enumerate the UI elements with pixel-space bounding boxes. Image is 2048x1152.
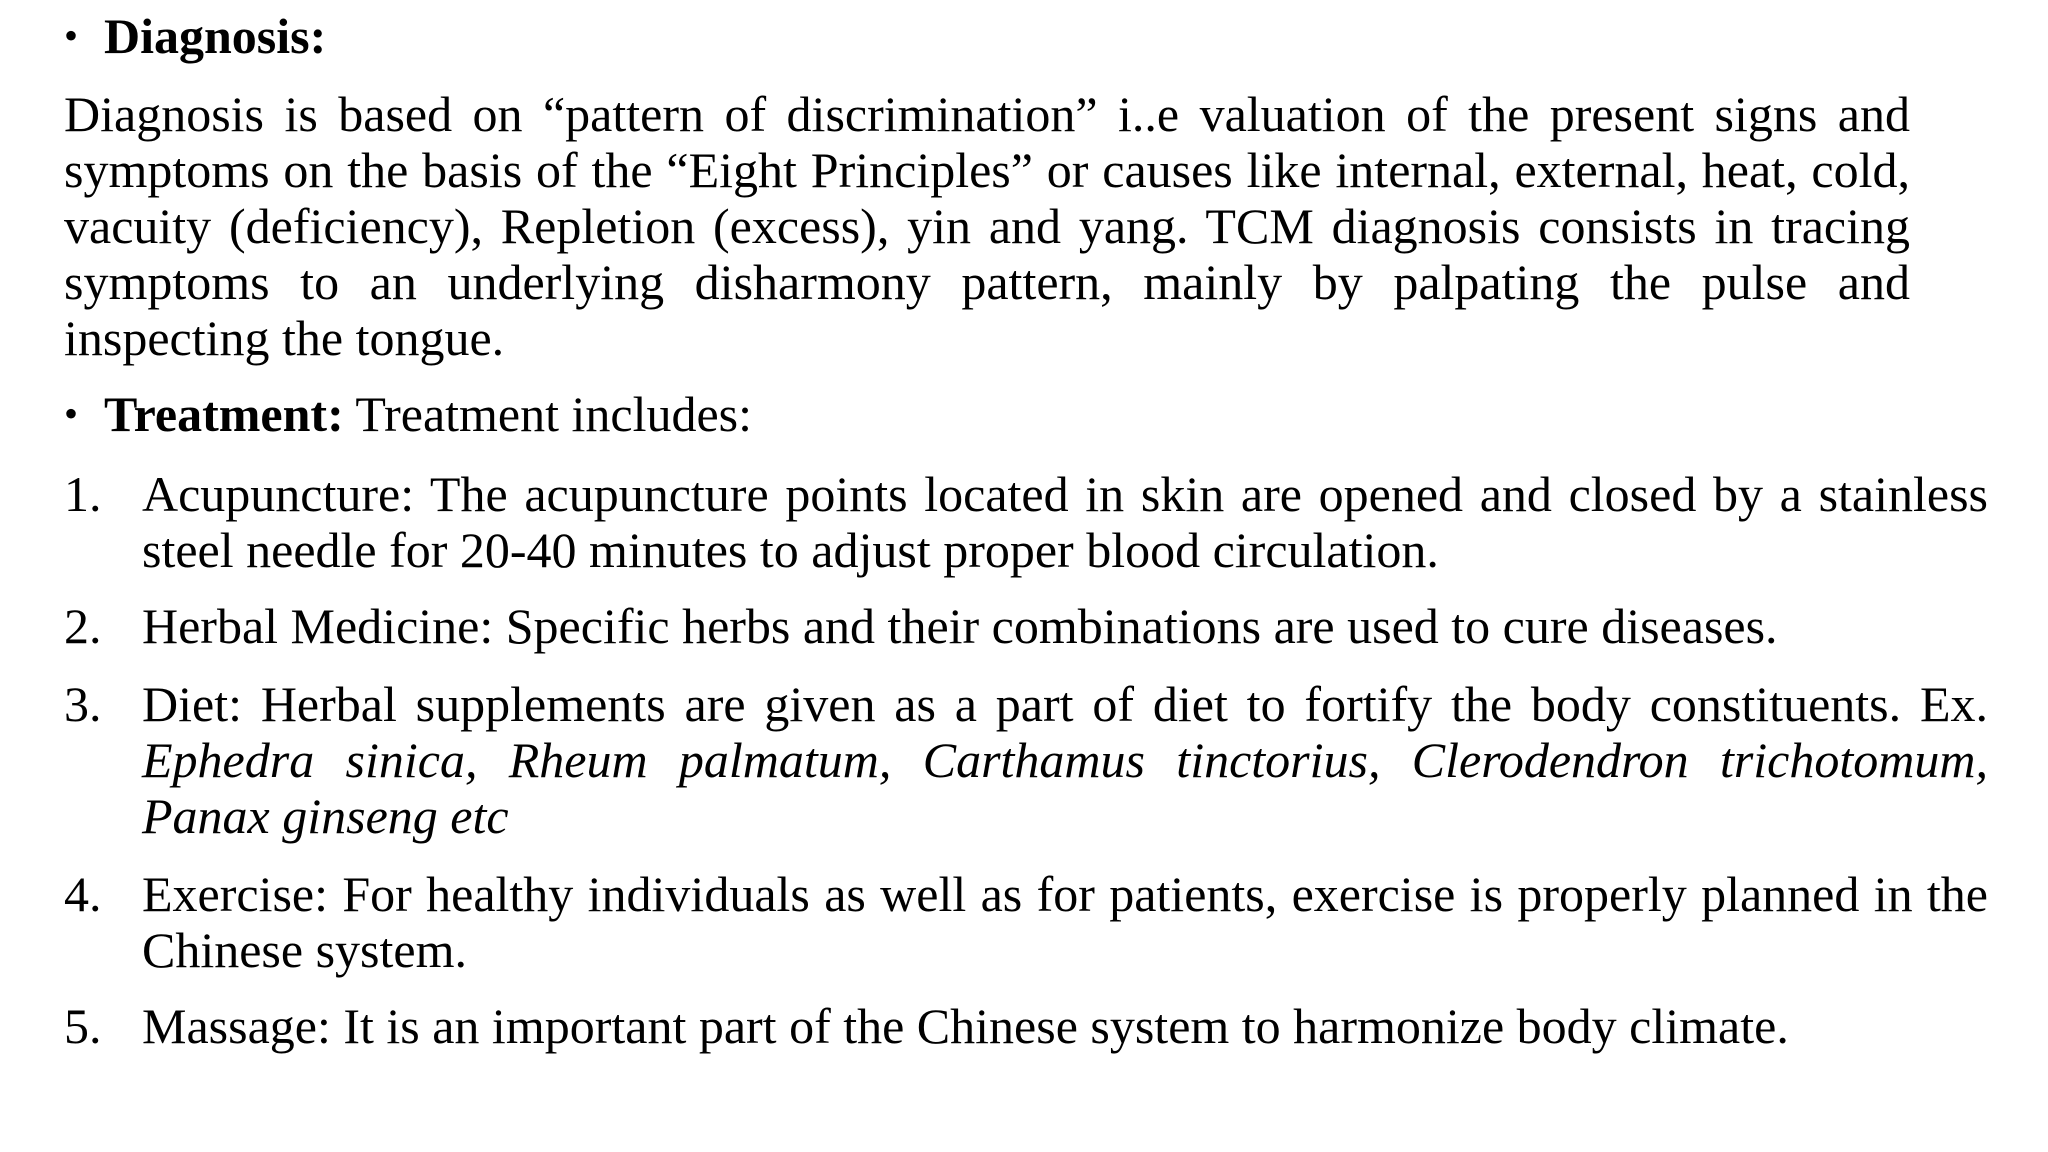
diagnosis-paragraph: Diagnosis is based on “pattern of discrimination” i..e valuation of the present signs and symptoms on the basis of the “Eight Principles” or causes like internal, external, heat, cold, vacuity (deficiency), Repletion (excess), yin and yang. TCM diagnosis consists in tracing symptoms to an underlying disharmony pattern, mainly by palpating the pulse and inspecting the tongue. <box>64 86 1910 366</box>
list-number: 1. <box>64 466 102 522</box>
treatment-heading-line <box>64 386 1950 442</box>
list-item-text: Herbal Medicine: Specific herbs and their combinations are used to cure diseases. <box>142 598 1778 654</box>
list-item-text: Massage: It is an important part of the Chinese system to harmonize body climate. <box>142 998 1789 1054</box>
list-item <box>64 598 1988 654</box>
list-number: 5. <box>64 998 102 1054</box>
treatment-heading: Treatment: <box>104 386 344 442</box>
list-item <box>64 676 1988 844</box>
diagnosis-heading-line <box>64 8 1950 64</box>
list-item <box>64 866 1988 978</box>
diagnosis-heading: Diagnosis: <box>104 8 327 64</box>
list-item-text: Acupuncture: The acupuncture points located in skin are opened and closed by a stainless steel needle for 20-40 minutes to adjust proper blood circulation. <box>142 466 1988 578</box>
bullet-icon: • <box>64 13 79 58</box>
list-item-example-species: Ephedra sinica, Rheum palmatum, Carthamus tinctorius, Clerodendron trichotomum, Panax ginseng etc <box>142 732 1988 844</box>
list-item-example-prefix: Ex. <box>1901 676 1989 732</box>
bullet-icon: • <box>64 391 79 436</box>
treatment-intro: Treatment includes: <box>343 386 753 442</box>
list-item <box>64 466 1988 578</box>
list-item-text: Diet: Herbal supplements are given as a part of diet to fortify the body constituents. <box>142 676 1902 732</box>
list-number: 3. <box>64 676 102 732</box>
list-number: 4. <box>64 866 102 922</box>
list-item-text: Exercise: For healthy individuals as well as for patients, exercise is properly planned in the Chinese system. <box>142 866 1988 978</box>
list-item <box>64 998 1988 1054</box>
list-number: 2. <box>64 598 102 654</box>
